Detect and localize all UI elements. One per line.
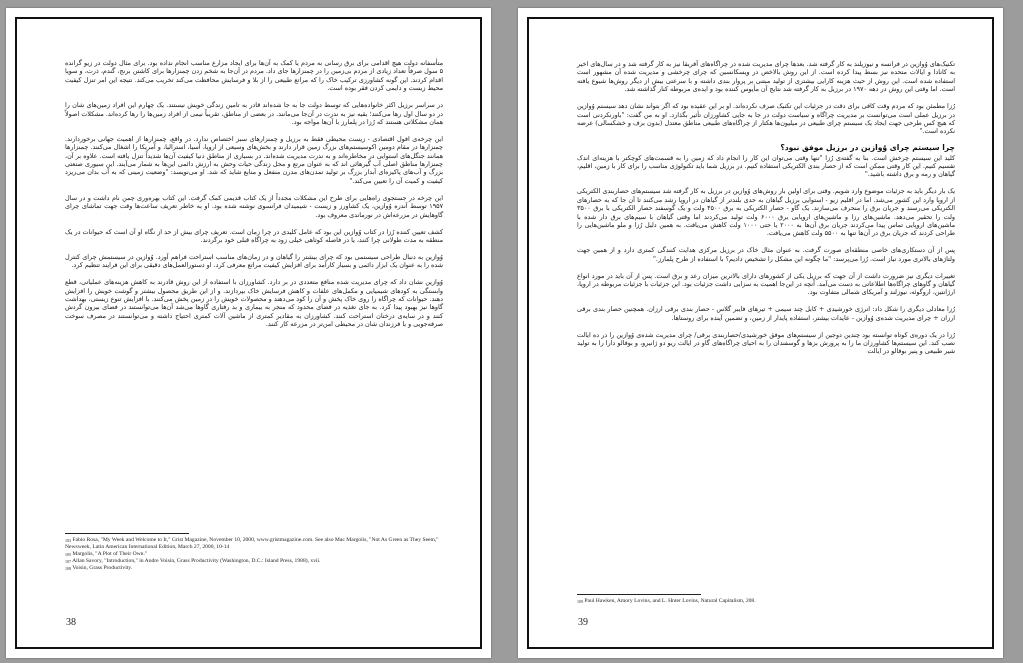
footnote: $^{103}$ Fabio Rosa, "My Week and Welcome to It," Grist Magazine, November 10, 2000, www.gristmagazine.com. See also Mac Margolis, "Not As Green as They Seem," Newsweek, Latin American International Edition, March 27, 2000, 10-14 — [65, 537, 439, 550]
paragraph: یک بار دیگر باید به جزئیات موضوع وارد شویم. وقتی برای اولین بار روش‌های وُوازین در برزیل به کار گرفته شد سیستم‌های حصاربندی الکتریکی از اروپا وارد این کشور می‌شد. اما در اقلیم زیو - استوایی برزیل گیاهان به حدی بلندتر از گیاهان در اروپا رشد می‌کنند تا آن جا که به حصارهای الکتریکی می‌رسند و جریان برق را منحرف می‌سازند. یک گاو - حصار الکتریکی به برق ۴۵۰۰ ولت و یک گوسفند حصار الکتریکی با برق ۳۵۰۰ ولت را تحقیر می‌دهد. ماشین‌های رزا و ماشین‌های اروپایی برق ۶۰۰۰ ولت تولید می‌کردند اما وقتی گیاهان با سیم‌های برق دار شده با ماشین‌های اروپایی تماس پیدا می‌کردند جریان برق آن‌ها به ۲۰۰۰ یا حتی ۱۰۰۰ ولت کاهش می‌یافت. به همین دلیل رُزا و ملو ماشین‌هایی را طراحی کردند که جریان برق در آن‌ها تنها به ۵۵۰۰ ولت کاهش می‌یافت. — [577, 187, 956, 238]
paragraph: وُوازین به دنبال طراحی سیستمی بود که چرای بیشتر را گیاهان و در زمان‌های مناسب استراحت فراهم آورد. وُوازین در سیستمش چرای کنترل شده را به عنوان یک ابزار دائمی و بسیار کارآمد برای افزایش کیفیت مراتع معرفی کرد. او دستورالعمل‌های دقیقی برای این فرایند تنظیم کرد. — [65, 252, 443, 270]
paragraph: پس از آن دستکاری‌های خاصی منطقه‌ای صورت گرفت. به عنوان مثال خاک در برزیل مرکزی هدایت کنندگی کمتری دارد و از همین جهت ولتاژهای بالاتری مورد نیاز است. رُزا می‌پرسد: "ما چگونه این مشکل را تشخیص دادیم؟ با استفاده از طرح پلمارز." — [577, 246, 955, 263]
footnote-rule — [577, 594, 701, 595]
paragraph: این چرخه‌ی افول اقتصادی - زیست محیطی فقط به برزیل و چمنزارهای سبز اختصاص ندارد. در واقع، چمنزارها از اهمیت جهانی برخوردارند. چمنزارها در مقام دومین اکوسیستم‌های بزرگ زمین قرار دارند و بخش‌های وسیعی از اروپا، آسیا، استرالیا، و آمریکا را اشغال می‌کنند. چمنزارها همانند جنگل‌های استوایی در مخاطره‌اند و به ندرت مدیریت شده‌اند. در بسیاری از مناطق دنیا کیفیت آن‌ها شدیداً تنزل یافته است. علاوه بر آن، چمنزارها مناطق اصلی آب گیرهائی اند که به عنوان مرتع و محل زندگی حیات وحش به ارزش دائمی این‌ها به شمار می‌آیند. این سیوری صنعتی بزرگ و آب‌های پاکیزه‌ای آبدار بزرگ بر تولید تمدن‌های مدرن منفعل و منابع شاید که شد. او می‌نویسد: "وضعیت زمینی که به آب بدان می‌ریزد کیفیت و کمیت آن را تعیین می‌کند." — [65, 134, 443, 185]
footnotes — [65, 533, 443, 572]
paragraph: متأسفانه دولت هیچ اقدامی برای برق رسانی به مردم یا کمک به آن‌ها برای ایجاد مزارع مناسب انجام نداده بود. برای مثال دولت در زیو گرانده ۵ سول صرفاً تعداد زیادی از مردم بی‌زمین را در چمنزارها جای داد. مردم در آن‌جا به شخم زدن چمنزارها برای کاشتن برنج، گندم، ذرت، و سویا اقدام کردند. این گونه کشاورزی ترکیب خاک را که مراتع طبیعی را از بلا و فرسایش محافظت می‌کند تخریب می‌کند. نتیجه این امر تنزل کیفیت محیط زیست و دایمی کردن فقر بوده است. — [65, 59, 443, 93]
paragraph: رُزا مطمئن بود که مردم وقت کافی برای دقت در جزئیات این تکنیک صرف نکرده‌اند. او بر این عقیده بود که اگر بتواند نشان دهد سیستم وُوازین در برزیل عملی است می‌توانست بر مدیریت چراگاه و سیاست دولت در جا به جایی کشاورزان تأثیر بگذارد. او به من گفت: "باورنکردنی است که هیچ کس طرحی جهت ایجاد یک سیستم چرای طبیعی در میلیون‌ها هکتار از چراگاه‌های طبیعی مناطق معتدل (بدون برف و خشکسالی) عرضه نکرده است." — [577, 102, 955, 136]
footnote: $^{107}$ Allan Savory, "Introduction," in Andre Voisin, Grass Productivity (Washington, D.C.: Island Press, 1988), xvii. — [65, 558, 321, 564]
footnote: $^{109}$ Paul Hawken, Amory Lovins, and L. Hnter Lovins, Natural Capitalism, 208. — [577, 598, 756, 604]
page-number: 39 — [578, 617, 588, 628]
page-body — [65, 59, 443, 337]
footnote: $^{108}$ Voisin, Grass Productivity. — [65, 565, 133, 571]
paragraph: رُزا معادلی دیگری را شکل داد: انرژی خورشیدی + کابل چند سیمی + تیرهای فایبر گلاس - حصار بندی برقی ارزان. همچنین حصار بندی برقی ارزان + چرای مدیریت شده‌ی وُوازین - عایدات بیشتر، استفاده پایدار از زمین، و تضمین آینده برای روستاها. — [577, 305, 955, 322]
page-body — [577, 60, 955, 364]
paragraph: این چرخه در جستجوی راه‌هایی برای طرح این مشکلات مجدداً از یک کتاب قدیمی کمک گرفت. این کتاب بهره‌وری چمن نام داشت و در سال ۱۹۵۷ توسط آندره وُوازین، یک کشاورز و زیست - شیمیدان فرانسوی نوشته شده بود. او به خاطر تعریف ساعت‌ها وقت جهت تماشای چرای گاوهایش در مزرعه‌اش در نورماندی معروف بود. — [65, 193, 443, 219]
footnote: $^{105}$ Margolis, "A Plot of Their Own." — [65, 551, 148, 557]
paragraph: رُزا در یک دوره‌ی کوتاه توانسته بود چندین دوجین از سیستم‌های موفق خورشیدی/حصاربندی برقی/ چرای مدیریت شده‌ی وُوازین را در ده ایالت نصب کند. این سیستم‌ها کشاورزان ما را به پرورش بزها و گوسفندان را به احیای چراگاه‌های گاو در ایالت ریو دو ژانیرو، و بوفالو دارا را به تولید شیر طبیعی و پنیر بوفالو در ایالت — [577, 330, 955, 356]
paragraph: وُوازین نشان داد که چرای مدیریت شده منافع متعددی در بر دارد. کشاورزان با استفاده از این روش قادرند به کاهش هزینه‌های عملیاتی، قطع وابستگی به کودهای شیمیایی و مکمل‌های علفات و کاهش فرسایش خاک بپردازند. و از این طریق محصول بیشتر و گوشت خویش را افزایش دهند. حیوانات که چراگاه را روی خاک پخش و آن را کود می‌دهند و محصولات خویش را در زمین پخش می‌کنند. با افزایش تنوع زیستی، بهداشت گاوها نیز بهبود پیدا کرد. به جای تغذیه در فضای محدود که منجر به بیماری و بد رفتاری گاوها می‌شد آن‌ها می‌توانستند در فضای بیرون گردش کنند و در سایه‌ی درختان استراحت کنند. کشاورزان به مقادیر کمتری از ماشین آلات کمتری احتیاج داشته و می‌توانستند در مصرف سوخت صرفه‌جویی و با فرزندان شان در محیطی امن‌تر در مزرعه کار کنند. — [65, 278, 443, 329]
paragraph: تغییرات دیگری نیز ضرورت داشت از آن جهت که برزیل یکی از کشورهای دارای بالاترین میزان رعد و برق است. پس از آن باید در مورد انواع گیاهان و گاوهای چراگاه‌ها اطلاعاتی به دست می‌آمد. آنچه در این‌جا اهمیت به سزایی داشت جزئیات بود. این جزئیات با جزئیات مربوطه در اروپا، ارژانتین، اروگوئه، نیوزلند و آمریکای شمالی متفاوت بود. — [577, 271, 955, 297]
page-right — [518, 8, 1003, 658]
page-left — [6, 8, 491, 658]
section-heading: چرا سیستم چرای وُوازین در برزیل موفق نبود؟ — [780, 143, 955, 153]
footnotes — [577, 594, 955, 605]
paragraph: تکنیک‌های وُوازین در فرانسه و نیوزیلند به کار گرفته شد. بعدها چرای مدیریت شده در چراگاه‌های آفریقا نیز به کار گرفته شد و در سال‌های اخیر به کانادا و ایالات متحده نیز بسط پیدا کرده است. از این روش بالاخص در ویسکانسین که چرای چرخشی و مدیریت شده آن مشهور است استفاده شده است. این روش از حیث هزینه کارایی بیشتری از تولید مبتنی بر پروار بندی داشته و با سرعتی بیش از دیگر روش‌ها شیوع یافته است. اما وقتی این روش در دهه ۱۹۷۰ در برزیل به کار گرفته شد نتایج آن مأیوس کننده بود و ایده‌ی مربوطه کنار گذاشته شد. — [577, 60, 955, 94]
paragraph: در سراسر برزیل اکثر خانواده‌هایی که توسط دولت جا به جا شده‌اند قادر به تامین زندگی خویش نیستند. یک چهارم این افراد زمین‌های شان را در دو سال اول رها می‌کنند؛ بقیه نیز به ندرت در آن‌جا می‌مانند. در بعضی از مناطق، تقریباً نیمی از افراد زمین‌ها را رها کرده‌اند. مشکلات اصولاً همان مشکلاتی هستند که رُزا در پلمارز با آن‌ها مواجه بود. — [65, 101, 443, 126]
page-number: 38 — [66, 617, 76, 628]
paragraph: کشف تعیین کننده رُزا در کتاب وُوازین این بود که عامل کلیدی در چرا زمان است. تعریف چرای بیش از حد از نگاه او آن است که حیوانات در یک منطقه به مدت طولانی چرا کنند، یا در فاصله کوتاهی خیلی زود به چراگاه قبلی خود برگردند. — [65, 227, 443, 244]
footnote-rule — [65, 533, 189, 534]
paragraph: کلید این سیستم چرخش است. بنا به گفته‌ی رُزا "تنها وقتی می‌توان این کار را انجام داد که زمین را به قسمت‌های کوچکتر با هزینه‌ای اندک تقسیم کنیم. این کار وقتی ممکن است که از حصار بندی الکتریکی استفاده کنیم. در برزیل شما باید تکنولوژی مناسب را برای کار با زمین، اقلیم، گیاهان و رمه و برق داشته باشید." — [577, 153, 955, 179]
